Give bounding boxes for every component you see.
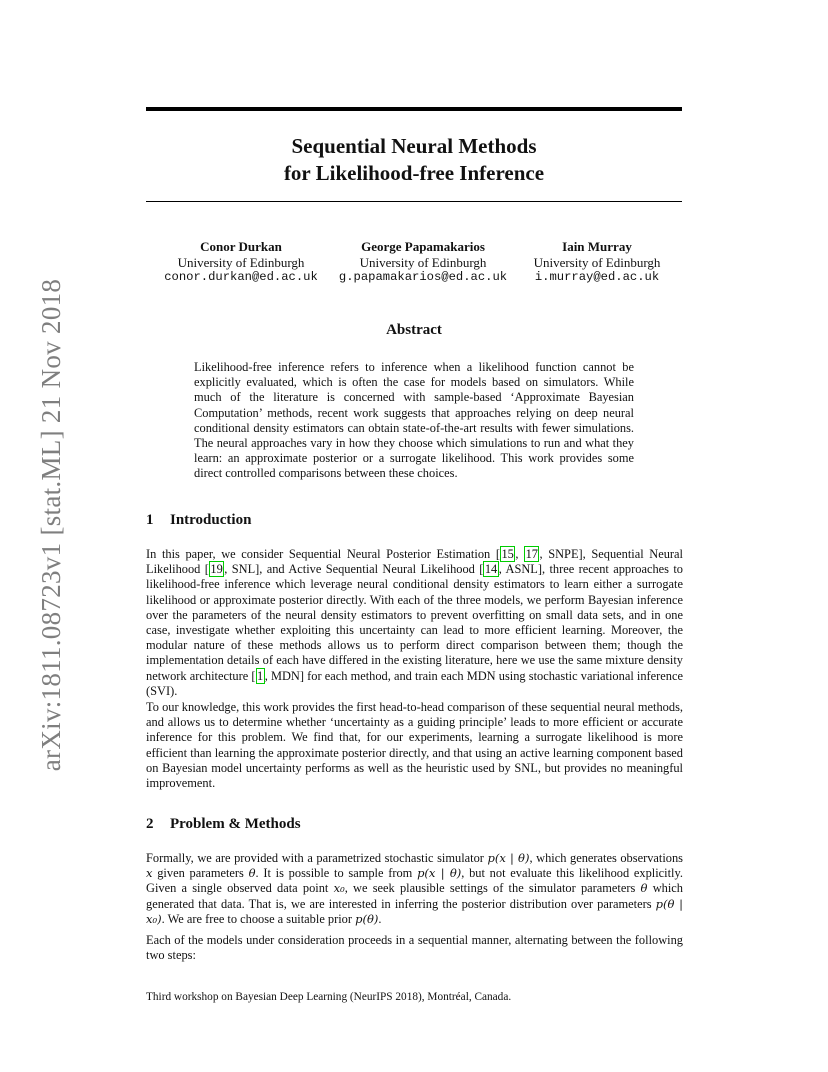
section-number: 2 xyxy=(146,816,154,832)
paper-title xyxy=(146,133,682,187)
author-block-2 xyxy=(338,239,508,286)
text-run: , MDN] for each method, and train each MDN using stochastic variational inference (SVI). xyxy=(146,668,683,698)
text-run: , SNPE], Sequential Neural Likelihood [ xyxy=(146,547,683,577)
abstract-text: Likelihood-free inference refers to inference when a likelihood function cannot be explicitly evaluated, which is often the case for models based on simulators. While much of the literature is concerned with sample-based ‘Approximate Bayesian Computation’ methods, recent work suggests that approaches relying on deep neural conditional density estimators can obtain state-of-the-art results with fewer simulations. The neural approaches vary in how they choose which simulations to run and what they learn: an approximate posterior or a surrogate likelihood. This work provides some direct controlled comparisons between these choices. xyxy=(194,360,634,481)
text-run: , which generates observations xyxy=(529,851,683,865)
math-expression: p(θ | x₀) xyxy=(146,896,683,926)
text-run: In this paper, we consider Sequential Neural Posterior Estimation [ xyxy=(146,547,500,561)
intro-paragraph-2: To our knowledge, this work provides the first head-to-head comparison of these sequential neural methods, and allows us to determine whether ‘uncertainty as a guiding principle’ leads to more efficient or accurate inference for this problem. We find that, for our experiments, learning a surrogate likelihood is more efficient than learning the approximate posterior directly, and that using an active learning component based on Bayesian model uncertainty performs as well as the heuristic used by SNL, but provides no meaningful improvement. xyxy=(146,700,683,791)
text-run: , SNL], and Active Sequential Neural Likelihood [ xyxy=(224,562,484,577)
math-expression: x xyxy=(146,866,153,881)
title-top-rule xyxy=(146,107,682,111)
citation-link[interactable]: 19 xyxy=(210,562,223,577)
section-heading-problem-methods xyxy=(146,816,301,833)
author-email[interactable]: conor.durkan@ed.ac.uk xyxy=(164,270,318,284)
math-expression: x₀ xyxy=(333,881,345,896)
author-affiliation: University of Edinburgh xyxy=(359,254,487,270)
arxiv-identifier: arXiv:1811.08723v1 [stat.ML] 21 Nov 2018 xyxy=(36,278,66,772)
text-run: given parameters xyxy=(152,866,249,881)
title-line-2: for Likelihood-free Inference xyxy=(283,161,545,185)
intro-paragraph-1: In this paper, we consider Sequential Neural Posterior Estimation [ 15 , 17 , SNPE], Sequential Neural Likelihood [ 19 , SNL], and Active Sequential Neural Likelihood [ 14 , ASNL], three recent approaches to likelihood-free inference which leverage neural conditional density estimators to learn either a surrogate likelihood or approximate posterior directly. With each of the three models, we perform Bayesian inference over the parameters of the neural density estimators to prevent overfitting on small data sets, and in one case, investigate whether exploiting this uncertainty can lead to more efficient learning. Moreover, the modular nature of these methods allows us to perform direct comparison between them; though the implementation details of each have differed in the existing literature, here we use the same mixture density network architecture [ 1 , MDN] for each method, and train each MDN using stochastic variational inference (SVI). xyxy=(146,547,683,698)
title-line-1: Sequential Neural Methods xyxy=(291,134,537,158)
author-block-1 xyxy=(156,239,326,286)
author-block-3 xyxy=(512,239,682,286)
text-run: Formally, we are provided with a parametrized stochastic simulator xyxy=(146,851,488,865)
section-heading-introduction xyxy=(146,512,251,529)
author-email[interactable]: g.papamakarios@ed.ac.uk xyxy=(338,270,508,284)
author-email[interactable]: i.murray@ed.ac.uk xyxy=(534,270,660,284)
citation-link[interactable]: 1 xyxy=(257,668,264,683)
math-expression: p(θ) xyxy=(355,911,379,926)
section-title: Problem & Methods xyxy=(170,816,301,832)
text-run: , but not evaluate this likelihood explicitly. Given a single observed data point xyxy=(146,866,683,896)
citation-link[interactable]: 14 xyxy=(484,562,498,577)
author-affiliation: University of Edinburgh xyxy=(533,254,661,270)
text-run: , ASNL], three recent approaches to likelihood-free inference which leverage neural conditional density estimators to learn either a surrogate likelihood or approximate posterior directly. With each of the three models, we perform Bayesian inference over the parameters of the neural density estimators to prevent overfitting on small data sets, and in one case, investigate whether exploiting this uncertainty can lead to more efficient learning. Moreover, the modular nature of these methods allows us to perform direct comparison between them; though the implementation details of each have differed in the existing literature, here we use the same mixture density network architecture [ xyxy=(146,562,683,683)
text-run: which generated that data. That is, we are interested in inferring the posterior distribution over parameters xyxy=(146,881,683,911)
abstract-heading: Abstract xyxy=(386,322,442,338)
math-expression: θ xyxy=(640,881,648,896)
methods-paragraph-2: Each of the models under consideration proceeds in a sequential manner, alternating between the following two steps: xyxy=(146,933,683,963)
math-expression: p(x | θ) xyxy=(487,851,530,865)
text-run: , we seek plausible settings of the simulator parameters xyxy=(344,881,641,896)
math-expression: p(x | θ) xyxy=(417,866,462,881)
methods-paragraph-1 xyxy=(146,851,683,927)
title-bottom-rule xyxy=(146,201,682,202)
text-run: . It is possible to sample from xyxy=(255,866,418,881)
author-name: Iain Murray xyxy=(562,239,632,254)
section-number: 1 xyxy=(146,512,154,528)
author-affiliation: University of Edinburgh xyxy=(177,254,305,270)
author-name: Conor Durkan xyxy=(200,239,282,254)
text-run: . xyxy=(378,911,382,926)
venue-footnote: Third workshop on Bayesian Deep Learning (NeurIPS 2018), Montréal, Canada. xyxy=(146,991,512,1003)
citation-link[interactable]: 15 xyxy=(501,547,514,561)
citation-link[interactable]: 17 xyxy=(525,547,538,561)
text-run: . We are free to choose a suitable prior xyxy=(161,911,356,926)
section-title: Introduction xyxy=(170,512,252,528)
author-name: George Papamakarios xyxy=(361,239,485,254)
math-expression: θ xyxy=(248,866,256,881)
